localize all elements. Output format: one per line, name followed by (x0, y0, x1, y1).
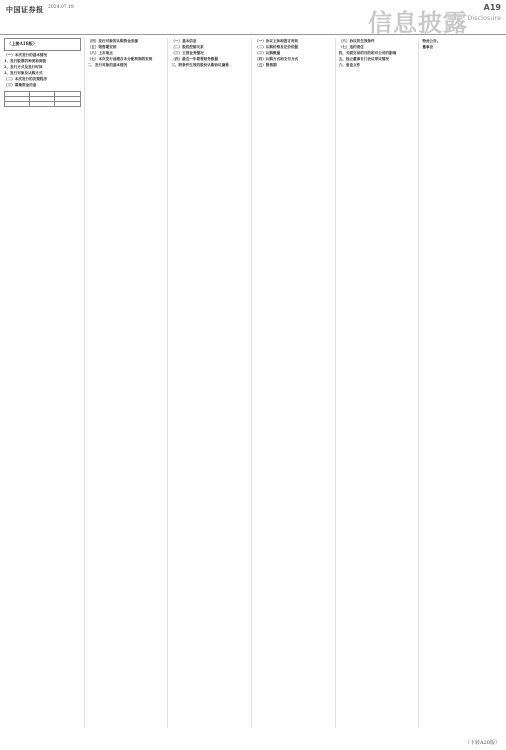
column-5-heading-1: （六）协议的生效条件 (338, 39, 375, 43)
column-4-heading-3: （三）认购数量 (255, 51, 281, 56)
column-3-heading-2: （二）股权控制关系 (171, 45, 204, 50)
continued-from-label: （上接A18版） (7, 41, 38, 46)
issuance-table (4, 91, 81, 107)
article-columns (4, 38, 502, 728)
newspaper-name: 中国证券报 (6, 5, 44, 14)
column-1-heading-4: 3、发行对象及认购方式 (4, 71, 43, 76)
column-3-heading-5: 三、附条件生效的股份认购协议摘要 (171, 63, 229, 68)
column-6-signature: 董事会 (422, 45, 434, 50)
column-1-heading-3: 2、发行方式及发行时间 (4, 65, 43, 70)
column-3 (171, 38, 252, 728)
column-6-closing: 特此公告。 (422, 39, 441, 43)
page-number: A19 (483, 3, 501, 12)
column-2-heading-1: （四）发行对象的认购资金来源 (87, 39, 138, 43)
column-5-heading-5: 六、备查文件 (338, 63, 361, 68)
column-1 (4, 38, 85, 728)
issue-date: 2024.07.19 (48, 5, 74, 10)
column-1-heading-1: （一）本次发行的基本情况 (4, 53, 48, 57)
column-4-heading-4: （四）认购方式和支付方式 (255, 57, 299, 62)
column-2 (88, 38, 169, 728)
page-header (0, 0, 506, 35)
continued-from-box (4, 38, 81, 51)
continued-on-note: （下转A20版） (465, 740, 500, 746)
column-3-heading-4: （四）最近一年简要财务数据 (171, 57, 219, 62)
column-2-heading-2: （五）限售期安排 (87, 45, 117, 50)
column-6 (422, 38, 502, 728)
column-1-heading-5: （二）本次发行的决策程序 (4, 77, 48, 82)
column-1-heading-6: （三）募集资金用途 (4, 83, 37, 88)
column-4-heading-2: （二）认购价格及定价依据 (255, 45, 299, 50)
column-5-heading-2: （七）违约责任 (338, 45, 364, 50)
column-4-heading-1: （一）协议主体和签订时间 (255, 39, 299, 43)
column-3-heading-3: （三）主营业务情况 (171, 51, 204, 56)
column-5-heading-3: 四、关联交易的目的和对公司的影响 (338, 51, 397, 56)
column-3-heading-1: （一）基本信息 (171, 39, 197, 43)
column-2-heading-4: （七）本次发行前滚存未分配利润的安排 (87, 57, 153, 62)
column-1-heading-2: 1、发行股票的种类和面值 (4, 59, 47, 64)
section-title: 信息披露 (368, 9, 468, 37)
column-5-heading-4: 五、独立董事专门会议审议情况 (338, 57, 389, 62)
column-2-heading-5: 二、发行对象的基本情况 (87, 63, 128, 68)
column-2-heading-3: （六）上市地点 (87, 51, 113, 56)
column-5 (339, 38, 420, 728)
column-4-heading-5: （五）限售期 (255, 63, 277, 68)
column-4 (255, 38, 336, 728)
section-title-english: Disclosure (467, 14, 501, 22)
